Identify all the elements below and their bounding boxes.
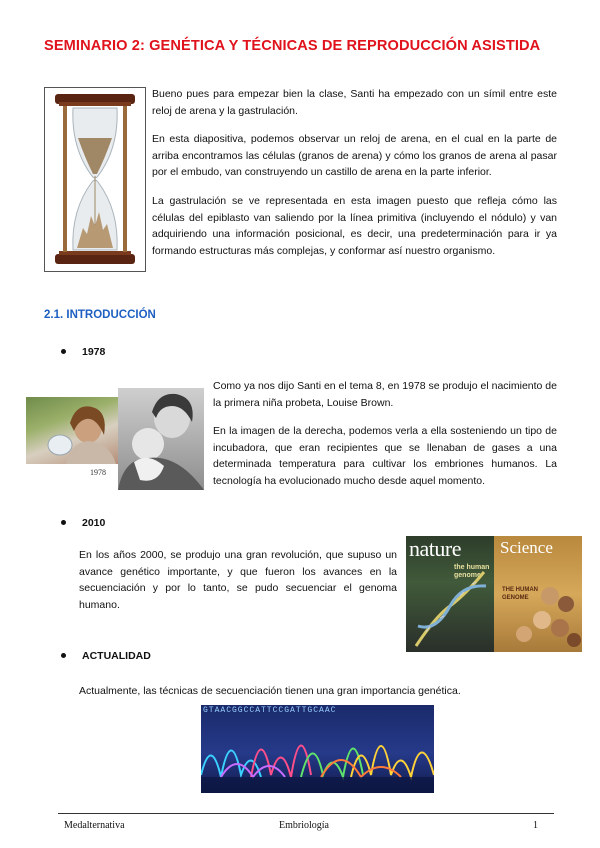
nature-cover-image — [406, 536, 494, 652]
bullet-label: ACTUALIDAD — [82, 650, 151, 662]
bullet-label: 2010 — [82, 517, 106, 529]
bullet-label: 1978 — [82, 346, 106, 358]
louise-brown-photo-right — [118, 388, 204, 490]
page-title: SEMINARIO 2: GENÉTICA Y TÉCNICAS DE REPRODUCCIÓN ASISTIDA — [44, 38, 541, 54]
text-1978-paragraph-2: En la imagen de la derecha, podemos verla a ella sosteniendo un tipo de incubadora, que eran recipientes que se llenaban de gases a una determinada temperatura para cultivar los embriones humanos. La tecnología ha evolucionado mucho desde aquel momento. — [213, 425, 557, 487]
science-masthead: Science — [500, 538, 553, 557]
science-subtitle: THE HUMAN GENOME — [502, 587, 538, 601]
photo-caption: 1978 — [90, 468, 106, 477]
louise-brown-photo-left — [26, 397, 118, 464]
sequence-text: GTAACGGCCATTCCGATTGCAAC — [203, 706, 337, 715]
text-actualidad-paragraph-1: Actualmente, las técnicas de secuenciación tienen una gran importancia genética. — [79, 685, 461, 697]
intro-paragraph-1: Bueno pues para empezar bien la clase, Santi ha empezado con un símil entre este reloj de arena y la gastrulación. — [152, 88, 557, 117]
bullet-dot-icon — [61, 653, 66, 658]
text-1978-paragraph-1: Como ya nos dijo Santi en el tema 8, en 1978 se produjo el nacimiento de la primera niña probeta, Louise Brown. — [213, 380, 557, 409]
intro-paragraph-2: En esta diapositiva, podemos observar un reloj de arena, en el cual en la parte de arriba encontramos las células (granos de arena) y cómo los granos de arena al pasar por el embudo, van construyendo un castillo de arena en la parte inferior. — [152, 133, 557, 179]
footer-divider — [58, 813, 554, 814]
dna-sequencing-image — [201, 705, 434, 793]
intro-text — [152, 86, 557, 271]
hourglass-image — [44, 87, 146, 272]
nature-subtitle: the human genome — [454, 564, 490, 579]
footer-center: Embriología — [279, 820, 329, 831]
bullet-dot-icon — [61, 520, 66, 525]
nature-masthead: nature — [409, 536, 461, 561]
text-2010-paragraph-1: En los años 2000, se produjo una gran revolución, que supuso un avance genético importante, y que fueron los avances en la secuenciación y por lo tanto, se pudo secuenciar el genoma humano. — [79, 549, 397, 611]
page-number: 1 — [533, 820, 538, 831]
bullet-dot-icon — [61, 349, 66, 354]
bullet-2010 — [61, 517, 105, 529]
science-cover-image — [494, 536, 582, 652]
section-heading: 2.1. INTRODUCCIÓN — [44, 309, 156, 321]
intro-paragraph-3: La gastrulación se ve representada en esta imagen puesto que refleja cómo las células del epiblasto van saliendo por la línea primitiva (incluyendo el nódulo) y van adquiriendo una información posicional, es decir, una predeterminación para ir ya formando estructuras más complejas, y conformar así nuestro organismo. — [152, 194, 557, 257]
footer-left: Medalternativa — [64, 820, 125, 831]
bullet-actualidad — [61, 650, 151, 662]
text-1978 — [213, 378, 557, 502]
bullet-1978 — [61, 346, 105, 358]
text-2010 — [79, 547, 397, 625]
